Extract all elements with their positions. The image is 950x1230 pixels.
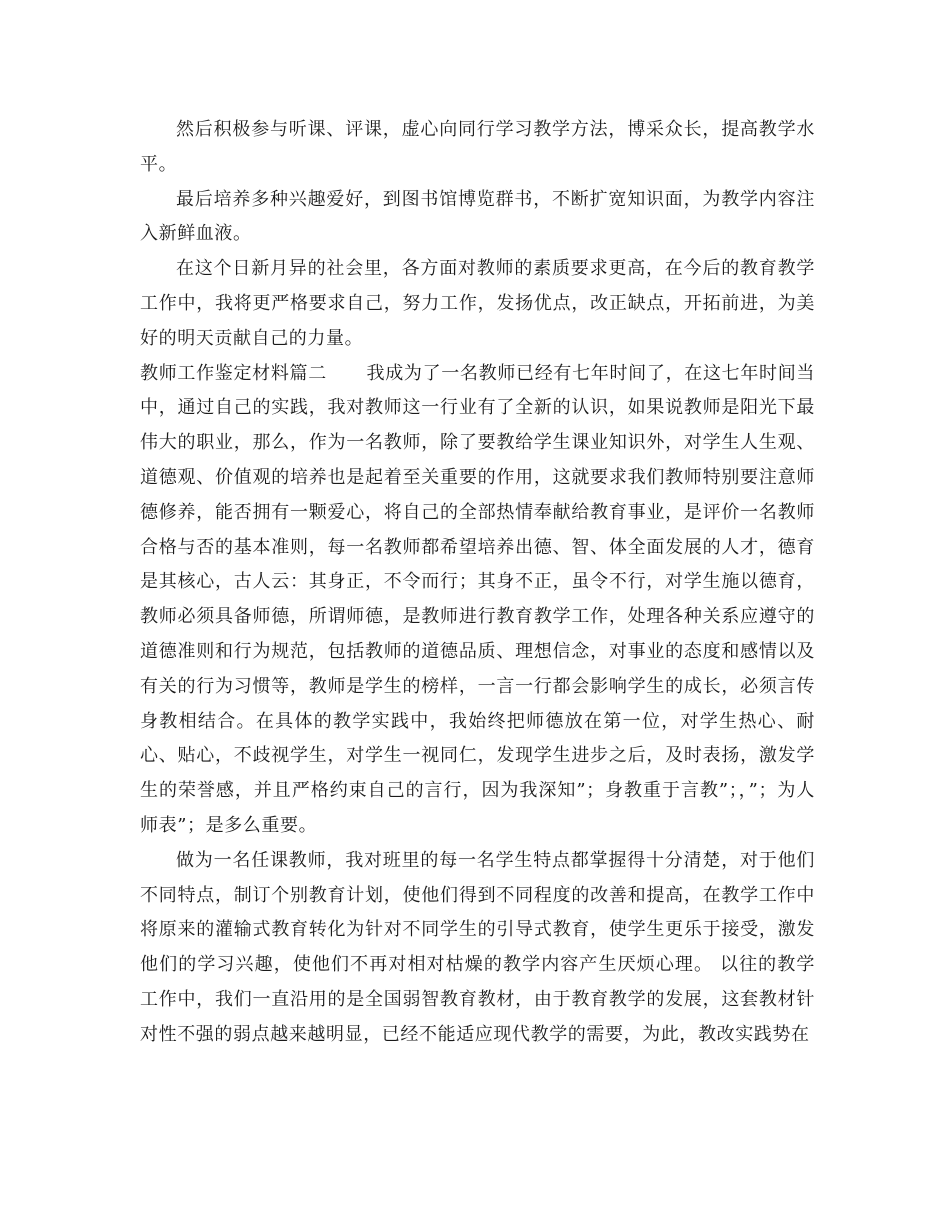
closing-paragraph: 做为一名任课教师，我对班里的每一名学生特点都掌握得十分清楚，对于他们不同特点，制订个别教育计划，使他们得到不同程度的改善和提高，在教学工作中将原来的灌输式教育转化为针对不同学生的引导式教育，使学生更乐于接受，激发他们的学习兴趣，使他们不再对相对枯燥的教学内容产生厌烦心理。 以往的教学工作中，我们一直沿用的是全国弱智教育教材，由于教育教学的发展，这套教材针对性不强的弱点越来越明显，已经不能适应现代教学的需要，为此，教改实践势在: [140, 849, 815, 1045]
document-body: [140, 113, 815, 1053]
section-paragraph: [140, 357, 815, 844]
section-body: 我成为了一名教师已经有七年时间了，在这七年时间当中，通过自己的实践，我对教师这一行业有了全新的认识，如果说教师是阳光下最伟大的职业，那么，作为一名教师，除了要教给学生课业知识外，对学生人生观、道德观、价值观的培养也是起着至关重要的作用，这就要求我们教师特别要注意师德修养，能否拥有一颗爱心，将自己的全部热情奉献给教育事业，是评价一名教师合格与否的基本准则，每一名教师都希望培养出德、智、体全面发展的人才，德育是其核心，古人云：其身正，不令而行；其身不正，虽令不行，对学生施以德育，教师必须具备师德，所谓师德，是教师进行教育教学工作，处理各种关系应遵守的道德准则和行为规范，包括教师的道德品质、理想信念，对事业的态度和感情以及有关的行为习惯等，教师是学生的榜样，一言一行都会影响学生的成长，必须言传身教相结合。在具体的教学实践中，我始终把师德放在第一位，对学生热心、耐心、贴心，不歧视学生，对学生一视同仁，发现学生进步之后，及时表扬，激发学生的荣誉感，并且严格约束自己的言行，因为我深知”；身教重于言教”；，”；为人师表”；是多么重要。: [140, 362, 816, 836]
section-heading: 教师工作鉴定材料篇二: [140, 362, 327, 384]
paragraph-2: 最后培养多种兴趣爱好，到图书馆博览群书，不断扩宽知识面，为教学内容注入新鲜血液。: [140, 188, 815, 245]
paragraph-3: 在这个日新月异的社会里，各方面对教师的素质要求更高，在今后的教育教学工作中，我将更严格要求自己，努力工作，发扬优点，改正缺点，开拓前进，为美好的明天贡献自己的力量。: [140, 258, 815, 349]
paragraph-1: 然后积极参与听课、评课，虚心向同行学习教学方法，博采众长，提高教学水平。: [140, 119, 815, 175]
